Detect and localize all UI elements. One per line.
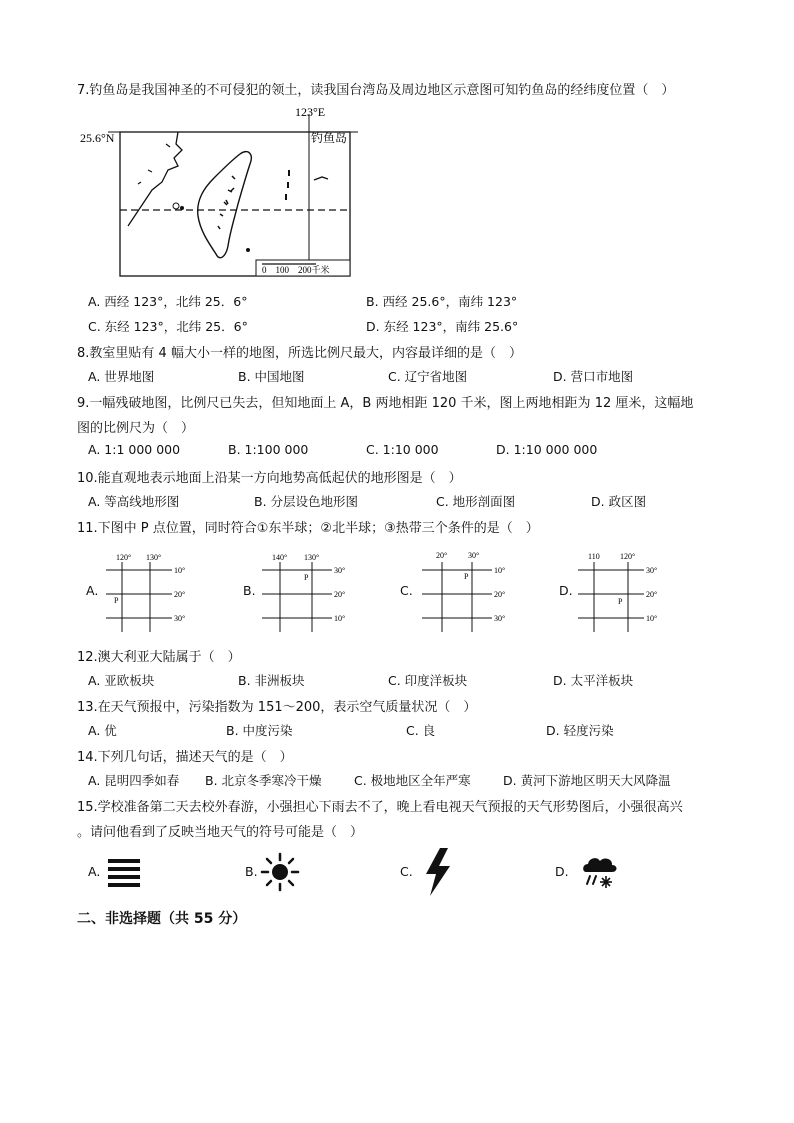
q11-grid-a [104,550,194,632]
svg-text:10°: 10° [334,614,346,623]
q14-option-b[interactable]: B. 北京冬季寒冷干燥 [205,773,322,788]
fog-icon [106,856,142,890]
lightning-icon [422,846,454,898]
q12-option-b[interactable]: B. 非洲板块 [238,673,305,688]
q12-stem: 12.澳大利亚大陆属于（ ） [77,650,241,665]
q9-option-c[interactable]: C. 1:10 000 [366,442,439,457]
q14-option-c[interactable]: C. 极地地区全年严寒 [354,773,471,788]
q12-option-d[interactable]: D. 太平洋板块 [553,673,634,688]
q7-stem: 7.钓鱼岛是我国神圣的不可侵犯的领土，读我国台湾岛及周边地区示意图可知钓鱼岛的经纬度位置（ ） [77,83,675,98]
q15-stem-line1: 15.学校准备第二天去校外春游，小强担心下雨去不了，晚上看电视天气预报的天气形势图后，小强很高兴 [77,800,683,815]
q9-option-d[interactable]: D. 1:10 000 000 [496,442,598,457]
q13-option-d[interactable]: D. 轻度污染 [546,723,614,738]
svg-text:30°: 30° [468,551,480,560]
q8-stem: 8.教室里贴有 4 幅大小一样的地图，所选比例尺最大，内容最详细的是（ ） [77,346,522,361]
q11-grid-c [414,548,514,632]
taiwan-map [78,104,363,280]
q14-option-d[interactable]: D. 黄河下游地区明天大风降温 [503,773,671,788]
svg-text:130°: 130° [304,553,320,562]
q10-option-c[interactable]: C. 地形剖面图 [436,494,516,509]
map-lat-label: 25.6°N [80,131,115,145]
q9-option-b[interactable]: B. 1:100 000 [228,442,309,457]
svg-text:140°: 140° [272,553,288,562]
q11-stem: 11.下图中 P 点位置，同时符合①东半球；②北半球；③热带三个条件的是（ ） [77,521,539,536]
svg-text:30°: 30° [494,614,506,623]
svg-text:20°: 20° [334,590,346,599]
svg-text:20°: 20° [174,590,186,599]
q12-option-c[interactable]: C. 印度洋板块 [388,673,468,688]
p-point: P [464,572,469,581]
mainland-coast [128,132,182,226]
q10-option-a[interactable]: A. 等高线地形图 [88,494,180,509]
q11-grid-b [258,550,353,632]
svg-text:10°: 10° [646,614,658,623]
q13-stem: 13.在天气预报中，污染指数为 151～200，表示空气质量状况（ ） [77,700,477,715]
q13-option-a[interactable]: A. 优 [88,723,117,738]
q7-option-b[interactable]: B. 西经 25.6°，南纬 123° [366,294,518,309]
svg-text:20°: 20° [494,590,506,599]
q9-stem-line1: 9.一幅残破地图，比例尺已失去，但知地面上 A，B 两地相距 120 千米，图上两地相距为 12 厘米，这幅地 [77,396,694,411]
p-point: P [304,573,309,582]
svg-text:30°: 30° [646,566,658,575]
q8-option-a[interactable]: A. 世界地图 [88,369,155,384]
sleet-icon [580,852,620,894]
sun-icon [260,852,300,892]
svg-text:10°: 10° [494,566,506,575]
q9-stem-line2: 图的比例尺为（ ） [77,421,195,436]
svg-text:20°: 20° [436,551,448,560]
q7-option-a[interactable]: A. 西经 123°，北纬 25．6° [88,294,248,309]
q10-option-b[interactable]: B. 分层设色地形图 [254,494,359,509]
svg-text:20°: 20° [646,590,658,599]
q7-option-c[interactable]: C. 东经 123°，北纬 25．6° [88,319,248,334]
q15-stem-line2: 。请问他看到了反映当地天气的符号可能是（ ） [77,825,364,840]
q8-option-b[interactable]: B. 中国地图 [238,369,305,384]
q11-option-c[interactable]: C. [400,583,413,598]
q11-grid-d [576,550,671,632]
q14-stem: 14.下列几句话，描述天气的是（ ） [77,750,293,765]
svg-text:30°: 30° [334,566,346,575]
q15-option-d[interactable]: D. [555,864,569,879]
q15-option-b[interactable]: B. [245,864,258,879]
taiwan-island [198,152,252,258]
svg-text:10°: 10° [174,566,186,575]
p-point: P [114,596,119,605]
q12-option-a[interactable]: A. 亚欧板块 [88,673,155,688]
svg-text:130°: 130° [146,553,162,562]
q9-option-a[interactable]: A. 1:1 000 000 [88,442,181,457]
svg-text:30°: 30° [174,614,186,623]
q11-option-b[interactable]: B. [243,583,256,598]
q15-option-a[interactable]: A. [88,864,101,879]
q10-option-d[interactable]: D. 政区图 [591,494,647,509]
section2-title: 二、非选择题（共 55 分） [77,911,247,927]
svg-text:120°: 120° [116,553,132,562]
q13-option-c[interactable]: C. 良 [406,723,436,738]
q8-option-d[interactable]: D. 营口市地图 [553,369,634,384]
q7-option-d[interactable]: D. 东经 123°，南纬 25.6° [366,319,519,334]
svg-text:120°: 120° [620,552,636,561]
q14-option-a[interactable]: A. 昆明四季如春 [88,773,180,788]
q8-option-c[interactable]: C. 辽宁省地图 [388,369,468,384]
q10-stem: 10.能直观地表示地面上沿某一方向地势高低起伏的地形图是（ ） [77,471,462,486]
q11-option-d[interactable]: D. [559,583,573,598]
q15-option-c[interactable]: C. [400,864,413,879]
q13-option-b[interactable]: B. 中度污染 [226,723,293,738]
map-scale-label: 0 100 200千米 [262,265,330,275]
svg-text:110: 110 [588,552,600,561]
p-point: P [618,597,623,606]
q11-option-a[interactable]: A. [86,583,99,598]
map-lon-label: 123°E [295,105,326,119]
map-island-label: 钓鱼岛 [311,131,348,145]
